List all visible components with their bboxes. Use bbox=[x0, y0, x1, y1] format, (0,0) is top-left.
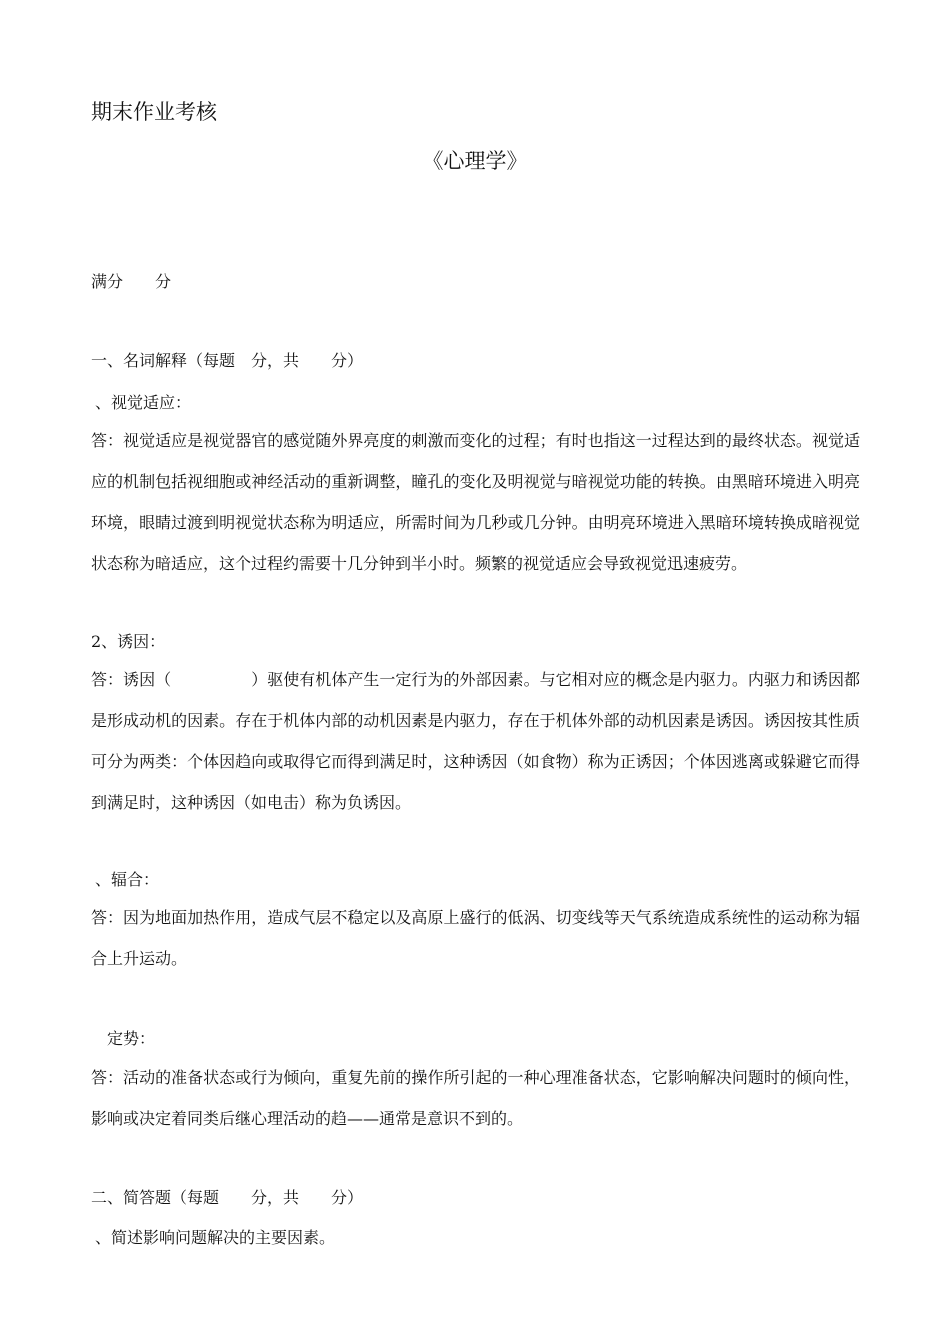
answer-mental-set: 答：活动的准备状态或行为倾向，重复先前的操作所引起的一种心理准备状态，它影响解决问题时的倾向性，影响或决定着同类后继心理活动的趋——通常是意识不到的。 bbox=[91, 1068, 860, 1128]
section1-heading: 一、名词解释（每题 分，共 分） bbox=[91, 351, 364, 370]
document-title: 《心理学》 bbox=[422, 149, 528, 173]
term-label-mental-set: 定势： bbox=[107, 1029, 156, 1048]
term-label-visual-adaptation: 、视觉适应： bbox=[95, 393, 192, 412]
term-label-incentive: 2、诱因： bbox=[91, 632, 166, 651]
document-header: 期末作业考核 bbox=[91, 100, 217, 124]
term-label-convergence: 、辐合： bbox=[95, 870, 160, 889]
question-problem-solving-factors: 、简述影响问题解决的主要因素。 bbox=[95, 1228, 336, 1247]
answer-convergence: 答：因为地面加热作用，造成气层不稳定以及高原上盛行的低涡、切变线等天气系统造成系统性的运动称为辐合上升运动。 bbox=[91, 908, 860, 968]
section2-heading: 二、简答题（每题 分，共 分） bbox=[91, 1188, 364, 1207]
full-score-line: 满分 分 bbox=[91, 272, 172, 291]
answer-incentive: 答：诱因（ ）驱使有机体产生一定行为的外部因素。与它相对应的概念是内驱力。内驱力和诱因都是形成动机的因素。存在于机体内部的动机因素是内驱力，存在于机体外部的动机因素是诱因。诱因按其性质可分为两类：个体因趋向或取得它而得到满足时，这种诱因（如食物）称为正诱因；个体因逃离或躲避它而得到满足时，这种诱因（如电击）称为负诱因。 bbox=[91, 670, 860, 812]
answer-visual-adaptation: 答：视觉适应是视觉器官的感觉随外界亮度的刺激而变化的过程；有时也指这一过程达到的最终状态。视觉适应的机制包括视细胞或神经活动的重新调整，瞳孔的变化及明视觉与暗视觉功能的转换。由黑暗环境进入明亮环境，眼睛过渡到明视觉状态称为明适应，所需时间为几秒或几分钟。由明亮环境进入黑暗环境转换成暗视觉状态称为暗适应，这个过程约需要十几分钟到半小时。频繁的视觉适应会导致视觉迅速疲劳。 bbox=[91, 431, 860, 573]
